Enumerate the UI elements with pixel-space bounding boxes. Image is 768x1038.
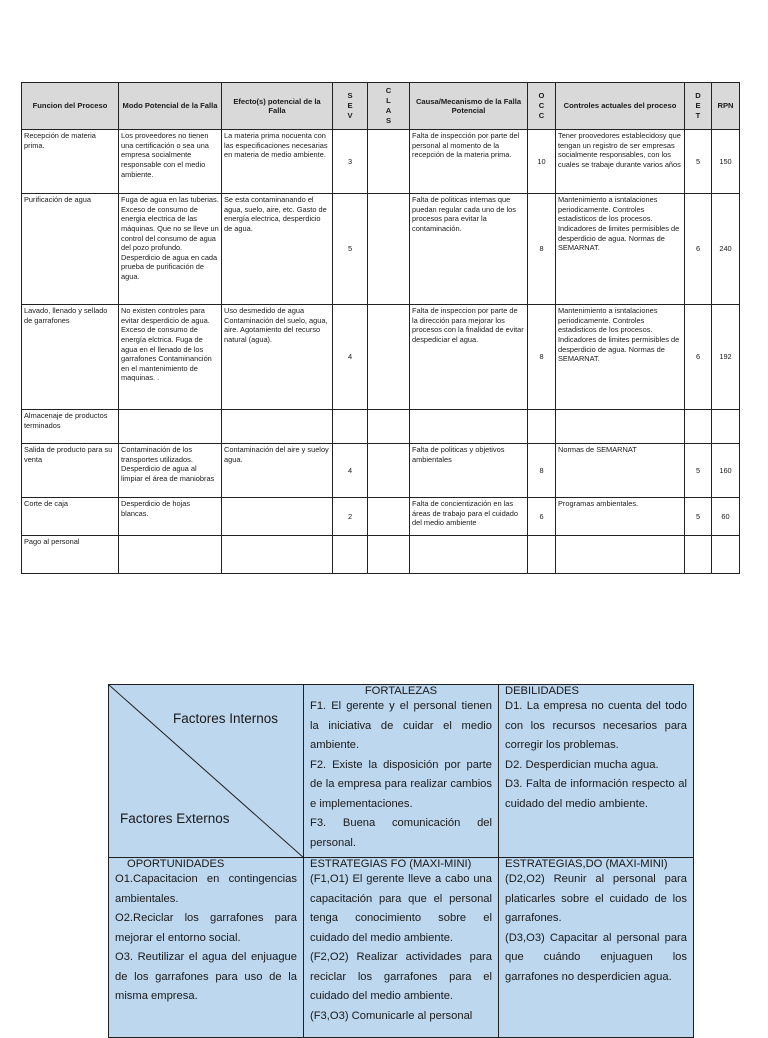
cell-clas xyxy=(368,194,410,305)
cell-occ xyxy=(528,536,556,574)
table-row xyxy=(22,498,740,536)
factores-internos-label: Factores Internos xyxy=(173,711,279,726)
cell-controles: Tener proovedores establecidosy que tengan un registro de ser empresas socialmente responsables, con los cuales se trabaje durante varios años xyxy=(556,130,685,194)
cell-funcion: Salida de producto para su venta xyxy=(22,444,119,498)
cell-sev: 4 xyxy=(333,305,368,410)
header-rpn: RPN xyxy=(712,83,740,130)
fortalezas-cell xyxy=(304,685,499,858)
cell-funcion: Almacenaje de productos terminados xyxy=(22,410,119,444)
cell-sev: 2 xyxy=(333,498,368,536)
cell-sev xyxy=(333,410,368,444)
cell-clas xyxy=(368,130,410,194)
cell-controles: Mantenimiento a isntalaciones periodicamente. Controles estadisticos de los procesos. Indicadores de limites permisibles de desperdicio de agua. Normas de SEMARNAT. xyxy=(556,194,685,305)
cell-rpn xyxy=(712,536,740,574)
cell-controles: Programas ambientales. xyxy=(556,498,685,536)
cell-causa: Falta de inspeccion por parte de la dirección para mejorar los procesos con la finalidad de evitar despediciar el agua. xyxy=(410,305,528,410)
header-det: D E T xyxy=(685,83,712,130)
cell-occ: 6 xyxy=(528,498,556,536)
cell-efecto xyxy=(222,498,333,536)
cell-modo: No existen controles para evitar desperdicio de agua. Exceso de consumo de energía elctrica. Fuga de agua en el llenado de los garrafones Contaminanción en el mantenimiento de maquinas. . xyxy=(119,305,222,410)
estrategia-fo-item: (F3,O3) Comunicarle al personal xyxy=(310,1009,473,1022)
header-modo: Modo Potencial de la Falla xyxy=(119,83,222,130)
oportunidad-item: O1.Capacitacion en contingencias ambientales. xyxy=(115,873,297,905)
cell-det: 6 xyxy=(685,305,712,410)
cell-efecto xyxy=(222,410,333,444)
cell-sev: 4 xyxy=(333,444,368,498)
foda-matrix xyxy=(108,684,694,1038)
cell-modo: Fuga de agua en las tuberias. Exceso de consumo de energia electrica de las máquinas. Que no se lleve un control del consumo de agua del pozo profundo. Desperdicio de agua en cada prueba de purificación de agua. xyxy=(119,194,222,305)
estrategias-fo-title: ESTRATEGIAS FO (MAXI-MINI) xyxy=(310,858,472,870)
cell-rpn xyxy=(712,410,740,444)
debilidad-item: D1. La empresa no cuenta del todo con los recursos necesarios para corregir los problemas. xyxy=(505,700,687,751)
debilidad-item: D2. Desperdician mucha agua. xyxy=(505,758,659,771)
cell-det: 5 xyxy=(685,130,712,194)
cell-funcion: Lavado, llenado y sellado de garrafones xyxy=(22,305,119,410)
header-funcion: Funcion del Proceso xyxy=(22,83,119,130)
cell-causa xyxy=(410,410,528,444)
estrategias-fo-cell xyxy=(304,858,499,1038)
debilidad-item: D3. Falta de información respecto al cuidado del medio ambiente. xyxy=(505,778,687,810)
cell-modo xyxy=(119,410,222,444)
cell-occ: 8 xyxy=(528,194,556,305)
header-causa: Causa/Mecanismo de la Falla Potencial xyxy=(410,83,528,130)
header-sev: S E V xyxy=(333,83,368,130)
amef-table xyxy=(21,82,740,574)
cell-det: 6 xyxy=(685,194,712,305)
header-controles: Controles actuales del proceso xyxy=(556,83,685,130)
cell-efecto: Se esta contaminanando el agua, suelo, aire, etc. Gasto de energía electrica, desperdicio de agua. xyxy=(222,194,333,305)
cell-clas xyxy=(368,444,410,498)
foda-top-row xyxy=(109,685,694,858)
cell-causa: Falta de politicas internas que puedan regular cada uno de los procesos para evitar la contaminación. xyxy=(410,194,528,305)
fortaleza-item: F1. El gerente y el personal tienen la iniciativa de cuidar el medio ambiente. xyxy=(310,700,492,751)
cell-det xyxy=(685,536,712,574)
cell-clas xyxy=(368,498,410,536)
oportunidades-title: OPORTUNIDADES xyxy=(127,858,225,870)
table-row xyxy=(22,410,740,444)
cell-rpn: 60 xyxy=(712,498,740,536)
estrategias-do-cell xyxy=(499,858,694,1038)
estrategias-do-title: ESTRATEGIAS,DO (MAXI-MINI) xyxy=(505,858,668,870)
fortalezas-title: FORTALEZAS xyxy=(364,685,438,697)
cell-controles: Mantenimiento a isntalaciones periodicamente. Controles estadisticos de los procesos. Indicadores de limites permisibles de desperdicio de agua. Normas de SEMARNAT. xyxy=(556,305,685,410)
cell-controles: Normas de SEMARNAT xyxy=(556,444,685,498)
cell-causa: Falta de inspección por parte del personal al momento de la recepción de la materia prima. xyxy=(410,130,528,194)
foda-bottom-row xyxy=(109,858,694,1038)
fortaleza-item: F2. Existe la disposición por parte de la empresa para realizar cambios e implementaciones. xyxy=(310,758,492,810)
cell-sev: 3 xyxy=(333,130,368,194)
cell-modo: Los proveedores no tienen una certificación o sea una empresa socialmente responsable con el medio ambiente. xyxy=(119,130,222,194)
cell-rpn: 150 xyxy=(712,130,740,194)
factores-externos-label: Factores Externos xyxy=(120,811,230,826)
cell-occ: 8 xyxy=(528,305,556,410)
oportunidad-item: O2.Reciclar los garrafones para mejorar el entorno social. xyxy=(115,912,297,944)
cell-modo: Desperdicio de hojas blancas. xyxy=(119,498,222,536)
cell-causa xyxy=(410,536,528,574)
estrategia-fo-item: (F1,O1) El gerente lleve a cabo una capacitación para que el personal tenga conocimiento sobre el cuidado del medio ambiente. xyxy=(310,873,492,944)
debilidades-title: DEBILIDADES xyxy=(505,685,579,697)
estrategia-do-item: (D2,O2) Reunir al personal para platicarles sobre el cuidado de los garrafones. xyxy=(505,873,687,924)
cell-det xyxy=(685,410,712,444)
cell-det: 5 xyxy=(685,444,712,498)
debilidades-cell xyxy=(499,685,694,858)
table-row xyxy=(22,194,740,305)
cell-rpn: 240 xyxy=(712,194,740,305)
cell-causa: Falta de politicas y objetivos ambientales xyxy=(410,444,528,498)
cell-efecto xyxy=(222,536,333,574)
cell-funcion: Corte de caja xyxy=(22,498,119,536)
table-header-row xyxy=(22,83,740,130)
table-row xyxy=(22,444,740,498)
cell-modo: Contaminación de los transportes utilizados. Desperdicio de agua al limpiar el área de maniobras xyxy=(119,444,222,498)
cell-causa: Falta de concientización en las áreas de trabajo para el cuidado del medio ambiente xyxy=(410,498,528,536)
header-efecto: Efecto(s) potencial de la Falla xyxy=(222,83,333,130)
cell-occ: 8 xyxy=(528,444,556,498)
cell-modo xyxy=(119,536,222,574)
cell-clas xyxy=(368,410,410,444)
cell-efecto: La materia prima nocuenta con las especificaciones necesarias en materia de medio ambiente. xyxy=(222,130,333,194)
cell-occ: 10 xyxy=(528,130,556,194)
cell-funcion: Recepción de materia prima. xyxy=(22,130,119,194)
cell-occ xyxy=(528,410,556,444)
cell-controles xyxy=(556,536,685,574)
cell-clas xyxy=(368,305,410,410)
fortaleza-item: F3. Buena comunicación del personal. xyxy=(310,817,492,849)
estrategia-fo-item: (F2,O2) Realizar actividades para reciclar los garrafones para el cuidado del medio ambiente. xyxy=(310,951,492,1002)
cell-rpn: 160 xyxy=(712,444,740,498)
estrategia-do-item: (D3,O3) Capacitar al personal para que cuándo enjuaguen los garrafones no desperdicien agua. xyxy=(505,931,687,983)
cell-sev: 5 xyxy=(333,194,368,305)
table-row xyxy=(22,536,740,574)
oportunidad-item: O3. Reutilizar el agua del enjuague de los garrafones para uso de la misma empresa. xyxy=(115,951,297,1002)
table-row xyxy=(22,130,740,194)
cell-clas xyxy=(368,536,410,574)
oportunidades-cell xyxy=(109,858,304,1038)
cell-rpn: 192 xyxy=(712,305,740,410)
cell-funcion: Purificación de agua xyxy=(22,194,119,305)
cell-efecto: Uso desmedido de agua Contaminación del suelo, agua, aire. Agotamiento del recurso natural (agua). xyxy=(222,305,333,410)
cell-controles xyxy=(556,410,685,444)
cell-efecto: Contaminación del aire y sueloy agua. xyxy=(222,444,333,498)
header-clas: C L A S xyxy=(368,83,410,130)
cell-det: 5 xyxy=(685,498,712,536)
table-row xyxy=(22,305,740,410)
header-occ: O C C xyxy=(528,83,556,130)
cell-funcion: Pago al personal xyxy=(22,536,119,574)
factors-corner-cell xyxy=(109,685,304,858)
cell-sev xyxy=(333,536,368,574)
